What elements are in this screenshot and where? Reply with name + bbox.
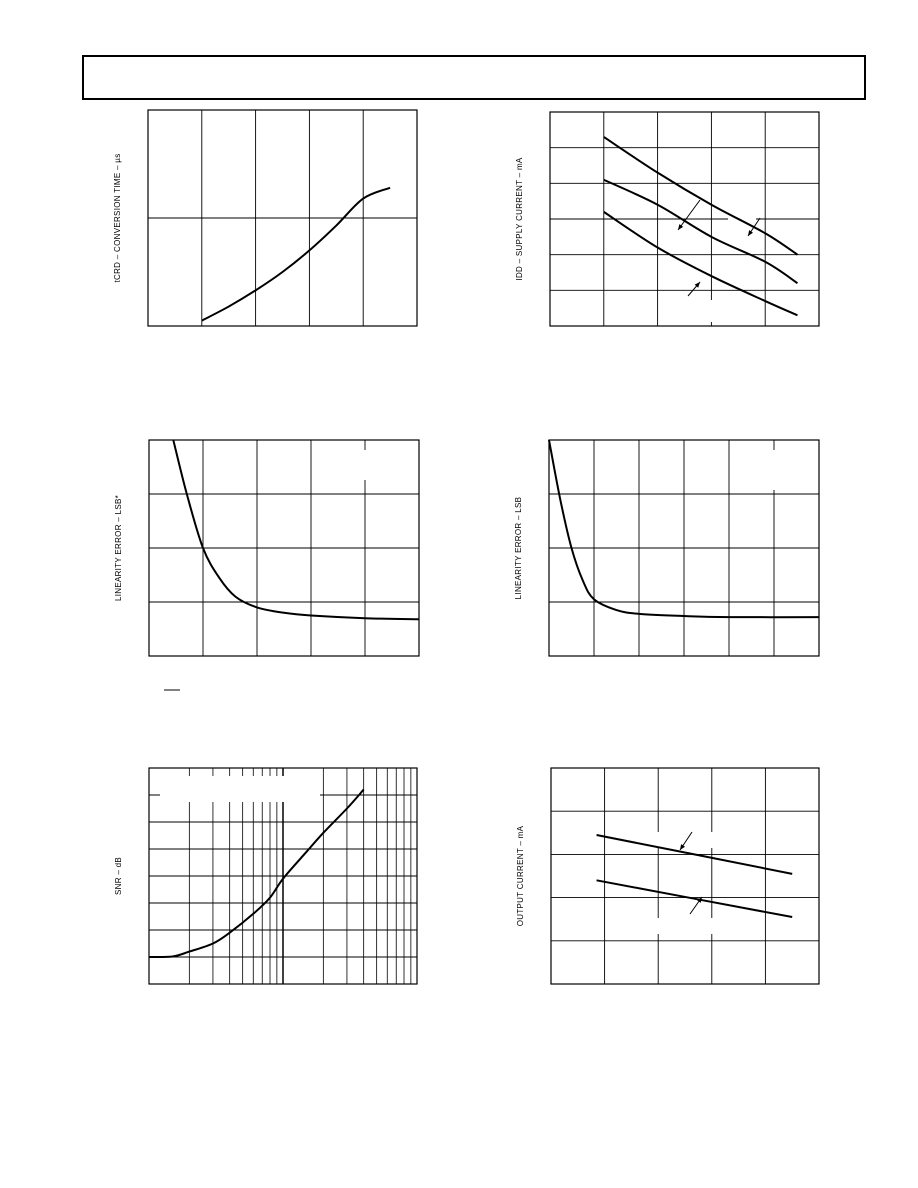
chart-snr-ylabel: SNR – dB (114, 857, 123, 895)
chart-linearity-error-2-label-gap (772, 450, 784, 490)
chart-supply-current-ylabel: IDD – SUPPLY CURRENT – mA (515, 157, 524, 281)
chart-linearity-error-1-ylabel: LINEARITY ERROR – LSB* (114, 494, 123, 602)
chart-conversion-time-ylabel: tCRD – CONVERSION TIME – µs (113, 153, 122, 283)
chart-linearity-error-2-ylabel: LINEARITY ERROR – LSB (514, 496, 523, 600)
chart-linearity-error-1-label-gap (364, 450, 384, 480)
chart-supply-current-label-gap (700, 300, 730, 322)
chart-output-current-plot-frame (551, 768, 819, 984)
chart-supply-current-label-gap (728, 208, 756, 226)
chart-output-current-ylabel: OUTPUT CURRENT – mA (516, 825, 525, 927)
chart-output-current-label-gap (655, 918, 715, 934)
chart-output-current-label-gap (655, 832, 715, 848)
chart-snr-label-gap (160, 776, 320, 802)
